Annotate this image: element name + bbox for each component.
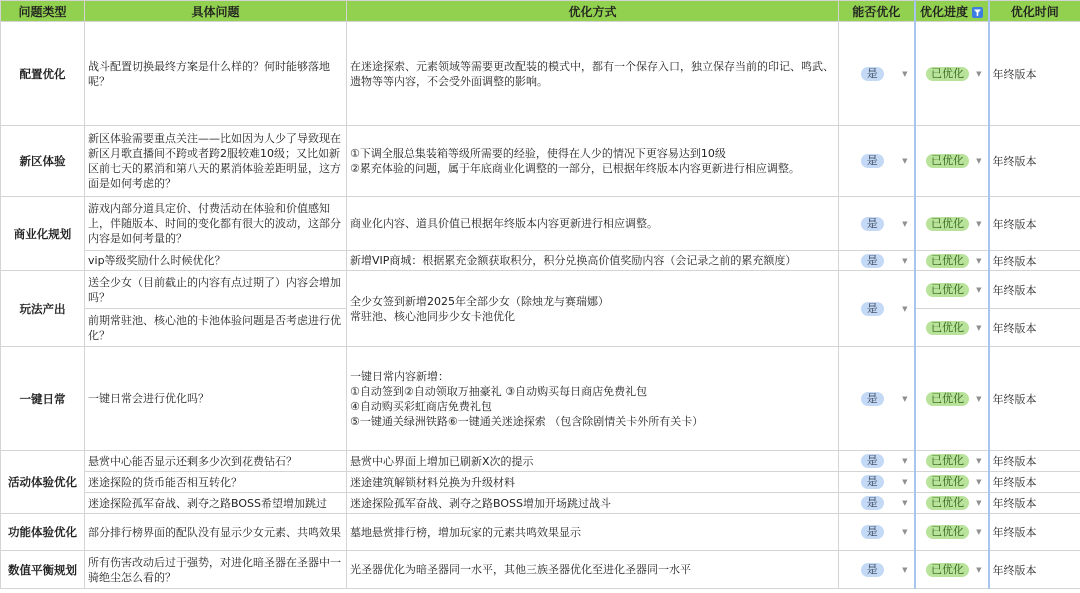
question-cell: 新区体验需要重点关注——比如因为人少了导致现在新区月歌直播间不跨或者跨2服较难10级；又比如新区前七天的累消和第八天的累消体验差距明显，这方面是如何考虑的？ [85, 126, 347, 197]
progress-pill: 已优化 [926, 496, 969, 510]
question-cell: 前期常驻池、核心池的卡池体验问题是否考虑进行优化？ [85, 309, 347, 347]
progress-pill: 已优化 [926, 217, 969, 231]
time-cell: 年终版本 [989, 347, 1080, 451]
type-cell: 数值平衡规划 [1, 551, 85, 589]
header-type[interactable]: 问题类型 [1, 1, 85, 22]
table-row [1, 271, 1080, 309]
time-cell: 年终版本 [989, 493, 1080, 514]
progress-pill: 已优化 [926, 563, 969, 577]
question-cell: 部分排行榜界面的配队没有显示少女元素、共鸣效果 [85, 514, 347, 551]
can-optimize-select[interactable] [839, 551, 915, 589]
chevron-down-icon[interactable]: ▼ [902, 499, 908, 507]
yes-pill: 是 [861, 496, 884, 510]
header-progress-label: 优化进度 [919, 4, 968, 19]
question-cell: vip等级奖励什么时候优化？ [85, 251, 347, 271]
method-cell [347, 451, 839, 472]
question-cell: 悬赏中心能否显示还剩多少次到花费钻石？ [85, 451, 347, 472]
method-cell [347, 551, 839, 589]
can-optimize-select[interactable] [839, 493, 915, 514]
question-cell: 迷途探险的货币能否相互转化？ [85, 472, 347, 493]
table-row [1, 347, 1080, 451]
method-line: ④自动购买彩虹商店免费礼包 [350, 399, 492, 413]
progress-select[interactable] [915, 197, 989, 251]
header-row [1, 1, 1080, 22]
type-cell: 新区体验 [1, 126, 85, 197]
yes-pill: 是 [861, 154, 884, 168]
chevron-down-icon[interactable]: ▼ [902, 219, 908, 228]
time-cell: 年终版本 [989, 472, 1080, 493]
method-line: 常驻池、核心池同步少女卡池优化 [350, 309, 515, 323]
method-line: 全少女签到新增2025年全部少女（除烛龙与赛瑞娜） [350, 294, 609, 308]
can-optimize-select[interactable] [839, 251, 915, 271]
table-row [1, 493, 1080, 514]
time-cell: 年终版本 [989, 514, 1080, 551]
method-line: 一键日常内容新增： [350, 369, 449, 383]
time-cell: 年终版本 [989, 197, 1080, 251]
yes-pill: 是 [861, 254, 884, 268]
table-row [1, 197, 1080, 251]
yes-pill: 是 [861, 67, 884, 81]
time-cell: 年终版本 [989, 551, 1080, 589]
type-cell: 玩法产出 [1, 271, 85, 347]
progress-pill: 已优化 [926, 154, 969, 168]
can-optimize-select[interactable] [839, 22, 915, 126]
chevron-down-icon[interactable]: ▼ [902, 528, 908, 536]
chevron-down-icon[interactable]: ▼ [976, 457, 982, 465]
method-cell [347, 472, 839, 493]
chevron-down-icon[interactable]: ▼ [902, 478, 908, 486]
progress-pill: 已优化 [926, 67, 969, 81]
progress-select[interactable] [915, 347, 989, 451]
type-cell: 商业化规划 [1, 197, 85, 271]
progress-pill: 已优化 [926, 283, 969, 297]
chevron-down-icon[interactable]: ▼ [976, 285, 982, 294]
method-line: ②累充体验的问题，属于年底商业化调整的一部分，已根据年终版本内容更新进行相应调整。 [350, 162, 800, 175]
yes-pill: 是 [861, 563, 884, 577]
progress-select[interactable] [915, 309, 989, 347]
method-line: 商业化内容、道具价值已根据年终版本内容更新进行相应调整。 [350, 217, 658, 230]
chevron-down-icon[interactable]: ▼ [902, 157, 908, 165]
can-optimize-select[interactable] [839, 514, 915, 551]
progress-select[interactable] [915, 126, 989, 197]
time-cell: 年终版本 [989, 271, 1080, 309]
progress-select[interactable] [915, 251, 989, 271]
header-method[interactable]: 优化方式 [347, 1, 839, 22]
time-cell: 年终版本 [989, 251, 1080, 271]
method-line: ①自动签到②自动领取万抽豪礼 ③自动购买每日商店免费礼包 [350, 384, 648, 398]
chevron-down-icon[interactable]: ▼ [976, 394, 982, 403]
question-cell: 迷途探险孤军奋战、剥夺之路BOSS希望增加跳过 [85, 493, 347, 514]
method-cell [347, 271, 839, 347]
time-cell: 年终版本 [989, 451, 1080, 472]
chevron-down-icon[interactable]: ▼ [902, 565, 908, 574]
yes-pill: 是 [861, 475, 884, 489]
progress-pill: 已优化 [926, 525, 969, 539]
header-progress[interactable] [915, 1, 989, 22]
type-cell: 功能体验优化 [1, 514, 85, 551]
yes-pill: 是 [861, 392, 884, 406]
chevron-down-icon[interactable]: ▼ [976, 219, 982, 228]
table-row [1, 551, 1080, 589]
type-cell: 配置优化 [1, 22, 85, 126]
method-line: 迷途探险孤军奋战、剥夺之路BOSS增加开场跳过战斗 [350, 496, 611, 510]
method-cell [347, 493, 839, 514]
progress-pill: 已优化 [926, 454, 969, 468]
chevron-down-icon[interactable]: ▼ [976, 565, 982, 574]
chevron-down-icon[interactable]: ▼ [902, 256, 908, 265]
time-cell: 年终版本 [989, 126, 1080, 197]
progress-select[interactable] [915, 472, 989, 493]
question-cell: 战斗配置切换最终方案是什么样的？何时能够落地呢？ [85, 22, 347, 126]
chevron-down-icon[interactable]: ▼ [976, 499, 982, 507]
can-optimize-select[interactable] [839, 472, 915, 493]
progress-pill: 已优化 [926, 392, 969, 406]
header-time[interactable]: 优化时间 [989, 1, 1080, 22]
can-optimize-select[interactable] [839, 126, 915, 197]
table-row [1, 126, 1080, 197]
question-cell: 送全少女（目前截止的内容有点过期了）内容会增加吗？ [85, 271, 347, 309]
progress-select[interactable] [915, 493, 989, 514]
method-line: 迷途建筑解锁材料兑换为升级材料 [350, 475, 515, 489]
progress-pill: 已优化 [926, 475, 969, 489]
can-optimize-select[interactable] [839, 347, 915, 451]
time-cell: 年终版本 [989, 309, 1080, 347]
progress-select[interactable] [915, 451, 989, 472]
progress-pill: 已优化 [926, 321, 969, 335]
time-cell: 年终版本 [989, 22, 1080, 126]
progress-select[interactable] [915, 514, 989, 551]
method-line: 墓地悬赏排行榜，增加玩家的元素共鸣效果显示 [350, 525, 581, 539]
method-line: ①下调全服总集装箱等级所需要的经验，使得在人少的情况下更容易达到10级 [350, 147, 726, 160]
type-cell: 一键日常 [1, 347, 85, 451]
chevron-down-icon[interactable]: ▼ [902, 304, 908, 313]
chevron-down-icon[interactable]: ▼ [902, 457, 908, 465]
method-cell [347, 22, 839, 126]
method-line: 悬赏中心界面上增加已刷新X次的提示 [350, 454, 534, 468]
question-cell: 一键日常会进行优化吗？ [85, 347, 347, 451]
chevron-down-icon[interactable]: ▼ [976, 528, 982, 536]
yes-pill: 是 [861, 454, 884, 468]
table-row [1, 451, 1080, 472]
method-line: 光圣器优化为暗圣器同一水平，其他三族圣器优化至进化圣器同一水平 [350, 563, 691, 576]
method-cell [347, 514, 839, 551]
chevron-down-icon[interactable]: ▼ [976, 323, 982, 332]
can-optimize-select[interactable] [839, 451, 915, 472]
chevron-down-icon[interactable]: ▼ [976, 478, 982, 486]
progress-pill: 已优化 [926, 254, 969, 268]
can-optimize-select[interactable] [839, 197, 915, 251]
chevron-down-icon[interactable]: ▼ [902, 69, 908, 78]
method-line: ⑤一键通关绿洲铁路⑥一键通关迷途探索 （包含除剧情关卡外所有关卡） [350, 414, 704, 428]
chevron-down-icon[interactable]: ▼ [902, 394, 908, 403]
yes-pill: 是 [861, 302, 884, 316]
method-cell [347, 251, 839, 271]
filter-icon[interactable] [972, 7, 983, 18]
type-cell: 活动体验优化 [1, 451, 85, 514]
table-row [1, 22, 1080, 126]
yes-pill: 是 [861, 525, 884, 539]
table-row [1, 251, 1080, 271]
method-line: 在迷途探索、元素领域等需要更改配装的模式中，都有一个保存入口，独立保存当前的印记、鸣武、遗物等等内容，不会受外面调整的影响。 [350, 59, 834, 88]
table-row [1, 472, 1080, 493]
progress-select[interactable] [915, 271, 989, 309]
yes-pill: 是 [861, 217, 884, 231]
method-cell [347, 197, 839, 251]
question-cell: 所有伤害改动后过于强势，对进化暗圣器在圣器中一骑绝尘怎么看的？ [85, 551, 347, 589]
method-cell [347, 126, 839, 197]
header-can-optimize[interactable]: 能否优化 [839, 1, 915, 22]
chevron-down-icon[interactable]: ▼ [976, 157, 982, 165]
question-cell: 游戏内部分道具定价、付费活动在体验和价值感知上，伴随版本、时间的变化都有很大的波动，这部分内容是如何考量的？ [85, 197, 347, 251]
chevron-down-icon[interactable]: ▼ [976, 256, 982, 265]
method-cell [347, 347, 839, 451]
method-line: 新增VIP商城：根据累充金额获取积分，积分兑换高价值奖励内容（会记录之前的累充额度） [350, 254, 797, 267]
chevron-down-icon[interactable]: ▼ [976, 69, 982, 78]
table-row [1, 514, 1080, 551]
progress-select[interactable] [915, 551, 989, 589]
header-question[interactable]: 具体问题 [85, 1, 347, 22]
can-optimize-select[interactable] [839, 271, 915, 347]
progress-select[interactable] [915, 22, 989, 126]
